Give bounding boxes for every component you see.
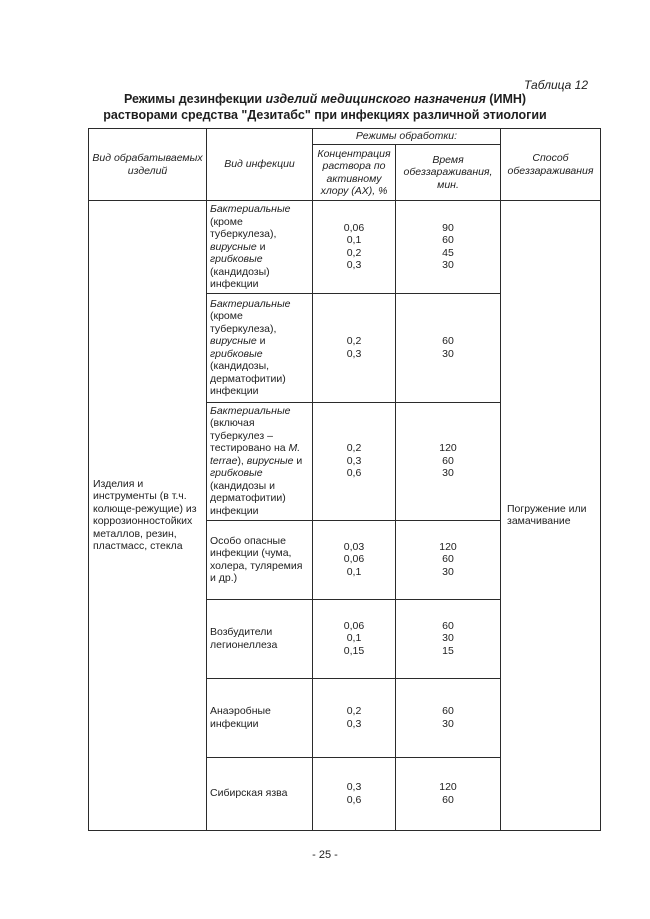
title-part-b: изделий медицинского назначения <box>265 92 486 106</box>
header-time: Время обеззараживания, мин. <box>396 145 501 201</box>
concentration-cell <box>313 678 396 757</box>
concentration-cell <box>313 293 396 402</box>
value: 0,3 <box>346 347 362 360</box>
infection-text: вирусные <box>210 335 257 347</box>
value: 0,1 <box>346 565 362 578</box>
infection-cell: Особо опасные инфекции (чума, холера, туляремия и др.) <box>207 520 313 599</box>
infection-text: и <box>293 454 303 467</box>
value: 0,2 <box>346 246 362 259</box>
value: 15 <box>442 644 454 657</box>
value: 0,06 <box>343 553 365 566</box>
value: 30 <box>442 467 454 480</box>
title-line-2: растворами средства "Дезитабс" при инфекциях различной этиологии <box>103 108 547 122</box>
time-cell <box>396 520 501 599</box>
disinfection-table-container <box>88 128 600 829</box>
value: 0,15 <box>343 644 365 657</box>
value: 120 <box>439 442 457 455</box>
value: 0,3 <box>346 717 362 730</box>
infection-cell: Анаэробные инфекции <box>207 678 313 757</box>
value: 0,06 <box>343 619 365 632</box>
title-part-a: Режимы дезинфекции <box>123 92 263 106</box>
table-title <box>0 91 650 123</box>
value: 60 <box>442 619 454 632</box>
infection-text: (кроме туберкулеза), <box>210 310 277 335</box>
value: 45 <box>442 246 454 259</box>
value: 0,1 <box>346 632 362 645</box>
infection-text: и <box>256 240 266 253</box>
concentration-cell <box>313 201 396 294</box>
header-item-type: Вид обрабатываемых изделий <box>89 129 207 201</box>
page-number: - 25 - <box>312 849 338 861</box>
infection-text: Бактериальные <box>210 203 291 215</box>
concentration-cell <box>313 757 396 830</box>
value: 30 <box>442 259 454 272</box>
time-cell <box>396 678 501 757</box>
infection-text: (кандидозы и дерматофитии) инфекции <box>210 479 286 517</box>
disinfection-table <box>88 128 601 831</box>
value: 120 <box>439 781 457 793</box>
concentration-cell <box>313 402 396 520</box>
value: 90 <box>442 221 454 234</box>
infection-text: Бактериальные <box>210 404 291 417</box>
value: 120 <box>439 540 457 553</box>
infection-text: Бактериальные <box>210 297 291 310</box>
infection-cell: Возбудители легионеллеза <box>207 599 313 678</box>
infection-text: вирусные <box>246 454 294 467</box>
time-cell <box>396 402 501 520</box>
value: 0,1 <box>346 234 362 247</box>
infection-cell: Сибирская язва <box>207 757 313 830</box>
infection-text: грибковые <box>210 253 263 265</box>
time-cell <box>396 757 501 830</box>
value: 0,03 <box>343 540 365 553</box>
value: 0,3 <box>346 781 362 793</box>
value: 60 <box>442 793 454 806</box>
infection-text: (кроме туберкулеза), <box>210 215 277 240</box>
value: 60 <box>442 234 454 247</box>
value: 30 <box>442 632 454 645</box>
title-part-c: (ИМН) <box>489 92 527 106</box>
infection-text: (кандидозы, дерматофитии) инфекции <box>210 360 286 397</box>
concentration-cell <box>313 599 396 678</box>
header-method: Способ обеззараживания <box>501 129 601 201</box>
infection-cell <box>207 402 313 520</box>
table-row <box>89 201 601 294</box>
time-cell <box>396 201 501 294</box>
table-label: Таблица 12 <box>523 78 588 92</box>
value: 0,2 <box>346 335 362 347</box>
infection-text: (кандидозы) инфекции <box>210 265 270 290</box>
value: 0,6 <box>346 793 362 806</box>
value: 60 <box>442 705 454 717</box>
infection-text: M. terrae <box>210 442 301 467</box>
method-cell: Погружение или замачивание <box>501 201 601 831</box>
value: 0,06 <box>343 221 365 234</box>
time-cell <box>396 293 501 402</box>
value: 0,2 <box>346 705 362 717</box>
infection-text: грибковые <box>210 347 263 360</box>
value: 0,6 <box>346 467 362 480</box>
value: 60 <box>442 454 454 467</box>
item-category-cell: Изделия и инструменты (в т.ч. колюще-режущие) из коррозионностойких металлов, резин, пластмасс, стекла <box>89 201 207 831</box>
infection-text: грибковые <box>210 467 263 480</box>
value: 60 <box>442 335 454 347</box>
value: 0,3 <box>346 259 362 272</box>
infection-text: (включая туберкулез – тестировано на <box>210 417 289 455</box>
infection-text: ), <box>237 454 247 467</box>
value: 0,2 <box>346 442 362 455</box>
header-infection-type: Вид инфекции <box>207 129 313 201</box>
infection-text: вирусные <box>210 240 257 253</box>
concentration-cell <box>313 520 396 599</box>
infection-cell <box>207 201 313 294</box>
infection-text: и <box>256 335 266 347</box>
value: 60 <box>442 553 454 566</box>
value: 30 <box>442 347 454 360</box>
value: 30 <box>442 565 454 578</box>
infection-cell <box>207 293 313 402</box>
value: 0,3 <box>346 454 362 467</box>
header-concentration: Концентрация раствора по активному хлору (АХ), % <box>313 145 396 201</box>
header-modes: Режимы обработки: <box>313 129 501 145</box>
value: 30 <box>442 717 454 730</box>
time-cell <box>396 599 501 678</box>
